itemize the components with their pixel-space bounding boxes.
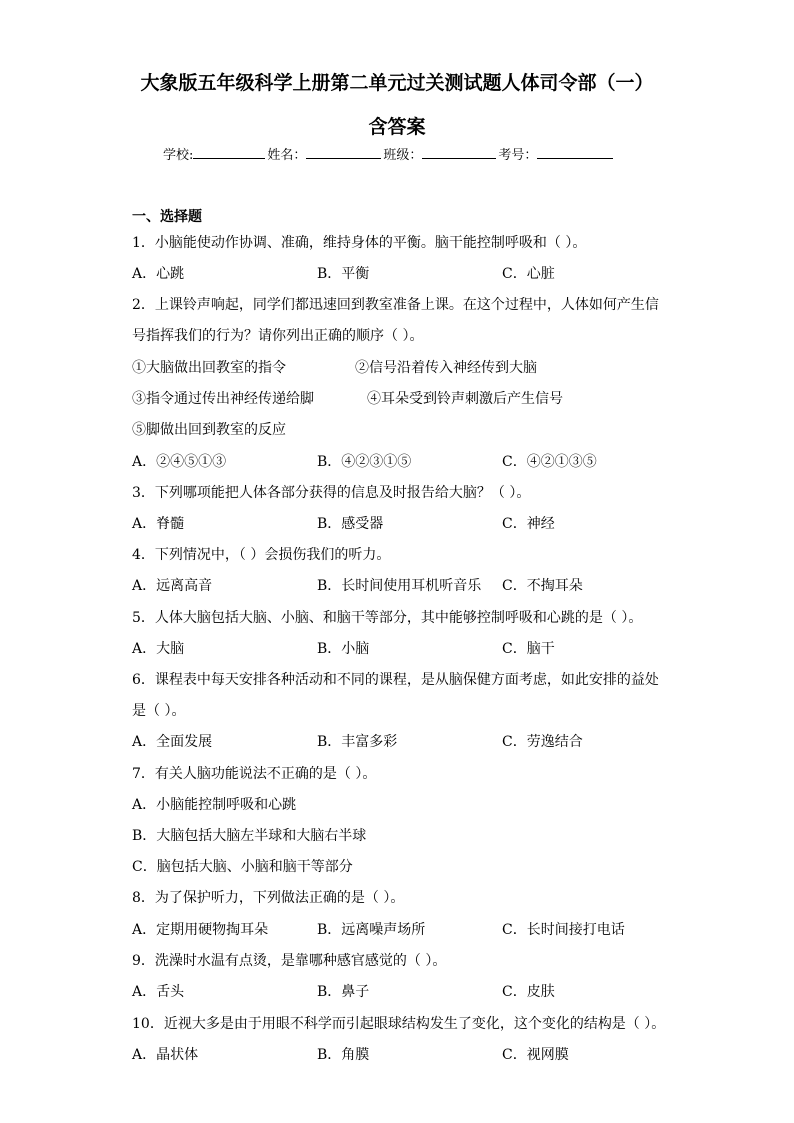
option-a[interactable]: A．小脑能控制呼吸和心跳	[132, 797, 297, 813]
option-c[interactable]: C．脑包括大脑、小脑和脑干等部分	[132, 859, 353, 875]
question-stem: 5．人体大脑包括大脑、小脑、和脑干等部分，其中能够控制呼吸和心跳的是（ ）。	[132, 610, 643, 626]
step-item: ③指令通过传出神经传递给脚	[132, 391, 314, 407]
question-stem: 9．洗澡时水温有点烫，是靠哪种感官感觉的（ ）。	[132, 953, 447, 969]
question-stem: 4．下列情况中，（ ）会损伤我们的听力。	[132, 547, 391, 563]
option-c[interactable]: C．劳逸结合	[502, 734, 583, 750]
step-item: ①大脑做出回教室的指令	[132, 360, 286, 376]
document-title-line2: 含答案	[368, 116, 426, 138]
option-b[interactable]: B．角膜	[317, 1047, 370, 1063]
option-b[interactable]: B．感受器	[317, 516, 384, 532]
question-stem: 7．有关人脑功能说法不正确的是（ ）。	[132, 766, 377, 782]
number-label: 考号：	[498, 148, 538, 163]
option-a[interactable]: A．全面发展	[132, 734, 213, 750]
option-a[interactable]: A．舌头	[132, 984, 185, 1000]
option-c[interactable]: C．不掏耳朵	[502, 578, 583, 594]
option-c[interactable]: C．神经	[502, 516, 555, 532]
option-a[interactable]: A．定期用硬物掏耳朵	[132, 922, 269, 938]
question-stem: 8．为了保护听力，下列做法正确的是（ ）。	[132, 890, 405, 906]
option-b[interactable]: B．小脑	[317, 641, 370, 657]
option-c[interactable]: C．心脏	[502, 266, 555, 282]
option-a[interactable]: A．心跳	[132, 266, 185, 282]
option-c[interactable]: C．视网膜	[502, 1047, 569, 1063]
question-stem: 2．上课铃声响起，同学们都迅速回到教室准备上课。在这个过程中，人体如何产生信	[132, 297, 659, 313]
section-title: 一、选择题	[132, 209, 202, 225]
question-stem: 是（ ）。	[132, 703, 186, 719]
option-b[interactable]: B．长时间使用耳机听音乐	[317, 578, 482, 594]
question-stem: 10．近视大多是由于用眼不科学而引起眼球结构发生了变化，这个变化的结构是（ ）。	[132, 1016, 666, 1032]
question-stem: 6．课程表中每天安排各种活动和不同的课程，是从脑保健方面考虑，如此安排的益处	[132, 672, 659, 688]
option-a[interactable]: A．②④⑤①③	[132, 454, 227, 470]
option-a[interactable]: A．晶状体	[132, 1047, 199, 1063]
school-blank[interactable]	[193, 144, 265, 159]
step-item: ②信号沿着传入神经传到大脑	[355, 360, 537, 376]
question-stem: 1．小脑能使动作协调、准确，维持身体的平衡。脑干能控制呼吸和（ ）。	[132, 235, 587, 251]
class-blank[interactable]	[422, 144, 496, 159]
step-item: ⑤脚做出回到教室的反应	[132, 422, 286, 438]
option-c[interactable]: C．长时间接打电话	[502, 922, 625, 938]
number-blank[interactable]	[537, 144, 613, 159]
document-title-line1: 大象版五年级科学上册第二单元过关测试题人体司令部（一）	[140, 72, 654, 94]
step-item: ④耳朵受到铃声刺激后产生信号	[367, 391, 563, 407]
option-c[interactable]: C．皮肤	[502, 984, 555, 1000]
student-info-line	[163, 144, 615, 163]
option-b[interactable]: B．鼻子	[317, 984, 370, 1000]
option-a[interactable]: A．大脑	[132, 641, 185, 657]
option-a[interactable]: A．远离高音	[132, 578, 213, 594]
school-label: 学校:	[163, 148, 194, 163]
option-a[interactable]: A．脊髓	[132, 516, 185, 532]
option-c[interactable]: C．④②①③⑤	[502, 454, 597, 470]
option-b[interactable]: B．④②③①⑤	[317, 454, 412, 470]
option-b[interactable]: B．丰富多彩	[317, 734, 398, 750]
option-b[interactable]: B．远离噪声场所	[317, 922, 426, 938]
question-stem: 3．下列哪项能把人体各部分获得的信息及时报告给大脑？（ ）。	[132, 485, 531, 501]
option-c[interactable]: C．脑干	[502, 641, 555, 657]
name-label: 姓名：	[267, 148, 307, 163]
option-b[interactable]: B．平衡	[317, 266, 370, 282]
option-b[interactable]: B．大脑包括大脑左半球和大脑右半球	[132, 828, 367, 844]
class-label: 班级：	[383, 148, 423, 163]
name-blank[interactable]	[306, 144, 381, 159]
question-stem: 号指挥我们的行为？请你列出正确的顺序（ ）。	[132, 328, 424, 344]
